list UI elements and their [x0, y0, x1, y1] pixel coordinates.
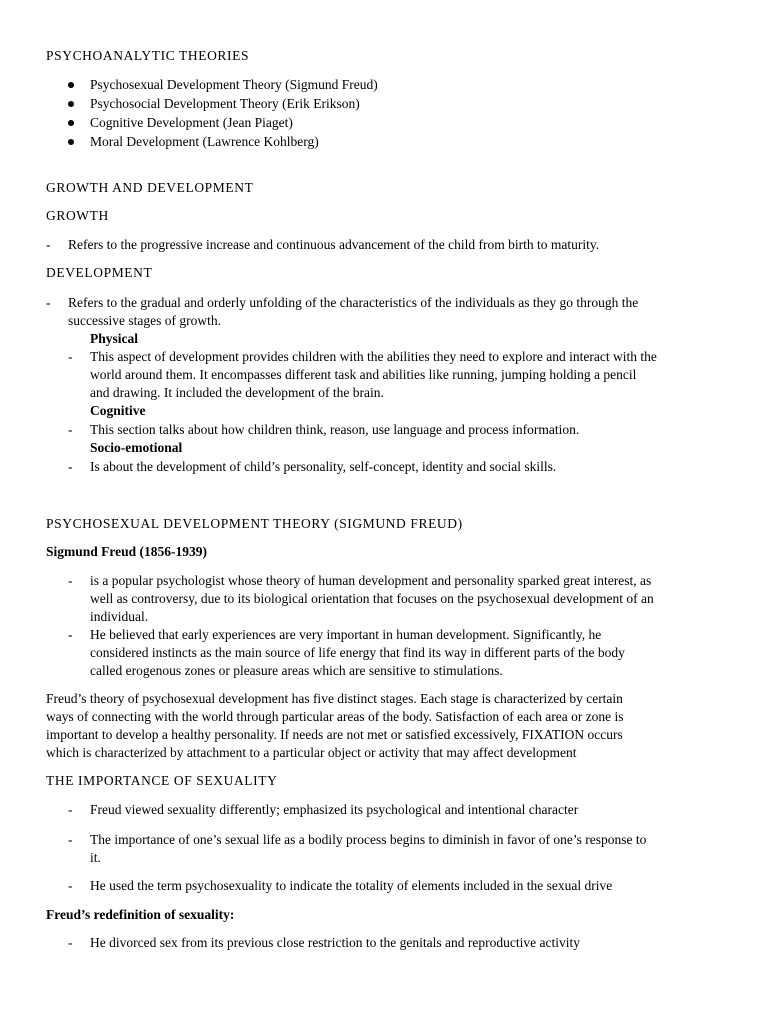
bullet-dot-icon: [68, 101, 74, 107]
sexuality-item: He divorced sex from its previous close restriction to the genitals and reproductive activity: [90, 935, 580, 950]
growth-definition: Refers to the progressive increase and continuous advancement of the child from birth to maturity.: [68, 237, 600, 252]
sexuality-item-line: The importance of one’s sexual life as a bodily process begins to diminish in favor of one’s response to: [90, 832, 647, 847]
dash-marker: -: [68, 832, 73, 847]
physical-text-line: world around them. It encompasses different task and abilities like running, jumping holding a pencil: [90, 367, 637, 382]
sexuality-item-line: it.: [90, 850, 101, 865]
socio-emotional-text: Is about the development of child’s personality, self-concept, identity and social skills.: [90, 459, 557, 474]
freud-paragraph-line: Freud’s theory of psychosexual development has five distinct stages. Each stage is characterized by certain: [46, 691, 623, 706]
development-definition-line: Refers to the gradual and orderly unfolding of the characteristics of the individuals as they go through the: [68, 295, 639, 310]
heading-importance-of-sexuality: THE IMPORTANCE OF SEXUALITY: [46, 773, 278, 788]
subheading-cognitive: Cognitive: [90, 403, 146, 418]
dash-marker: -: [68, 935, 73, 950]
dash-marker: -: [68, 573, 73, 588]
dash-marker: -: [68, 627, 73, 642]
dash-marker: -: [46, 295, 51, 310]
physical-text-line: This aspect of development provides children with the abilities they need to explore and interact with the: [90, 349, 657, 364]
bullet-dot-icon: [68, 82, 74, 88]
dash-marker: -: [68, 349, 73, 364]
subheading-sigmund-freud: Sigmund Freud (1856-1939): [46, 544, 208, 559]
bullet-item: Cognitive Development (Jean Piaget): [90, 115, 293, 130]
bullet-dot-icon: [68, 120, 74, 126]
dash-marker: -: [68, 422, 73, 437]
dash-marker: -: [46, 237, 51, 252]
freud-paragraph-line: ways of connecting with the world through particular areas of the body. Satisfaction of each area or zone is: [46, 709, 624, 724]
freud-item-line: considered instincts as the main source of life energy that find its way in different parts of the body: [90, 645, 625, 660]
freud-item-line: individual.: [90, 609, 149, 624]
freud-item-line: is a popular psychologist whose theory of human development and personality sparked great interest, as: [90, 573, 652, 588]
freud-paragraph-line: which is characterized by attachment to a particular object or activity that may affect development: [46, 745, 577, 760]
sexuality-item: Freud viewed sexuality differently; emphasized its psychological and intentional character: [90, 802, 579, 817]
bullet-item: Psychosexual Development Theory (Sigmund Freud): [90, 77, 378, 92]
freud-item-line: well as controversy, due to its biological orientation that focuses on the psychosexual development of an: [90, 591, 654, 606]
bullet-item: Psychosocial Development Theory (Erik Erikson): [90, 96, 360, 111]
sexuality-item: He used the term psychosexuality to indicate the totality of elements included in the sexual drive: [90, 878, 613, 893]
freud-item-line: called erogenous zones or pleasure areas which are sensitive to stimulations.: [90, 663, 503, 678]
dash-marker: -: [68, 802, 73, 817]
heading-psychoanalytic-theories: PSYCHOANALYTIC THEORIES: [46, 48, 250, 63]
subheading-physical: Physical: [90, 331, 139, 346]
heading-growth-and-development: GROWTH AND DEVELOPMENT: [46, 180, 254, 195]
cognitive-text: This section talks about how children think, reason, use language and process information.: [90, 422, 580, 437]
heading-growth: GROWTH: [46, 208, 109, 223]
heading-development: DEVELOPMENT: [46, 265, 153, 280]
subheading-socio-emotional: Socio-emotional: [90, 440, 183, 455]
bullet-item: Moral Development (Lawrence Kohlberg): [90, 134, 319, 149]
freud-item-line: He believed that early experiences are very important in human development. Significantly, he: [90, 627, 602, 642]
heading-psychosexual-development-theory: PSYCHOSEXUAL DEVELOPMENT THEORY (SIGMUND FREUD): [46, 516, 463, 531]
bullet-dot-icon: [68, 139, 74, 145]
development-definition-line: successive stages of growth.: [68, 313, 221, 328]
subheading-freud-redefinition: Freud’s redefinition of sexuality:: [46, 907, 235, 922]
physical-text-line: and drawing. It included the development of the brain.: [90, 385, 384, 400]
dash-marker: -: [68, 459, 73, 474]
freud-paragraph-line: important to develop a healthy personality. If needs are not met or satisfied excessively, FIXATION occurs: [46, 727, 623, 742]
dash-marker: -: [68, 878, 73, 893]
